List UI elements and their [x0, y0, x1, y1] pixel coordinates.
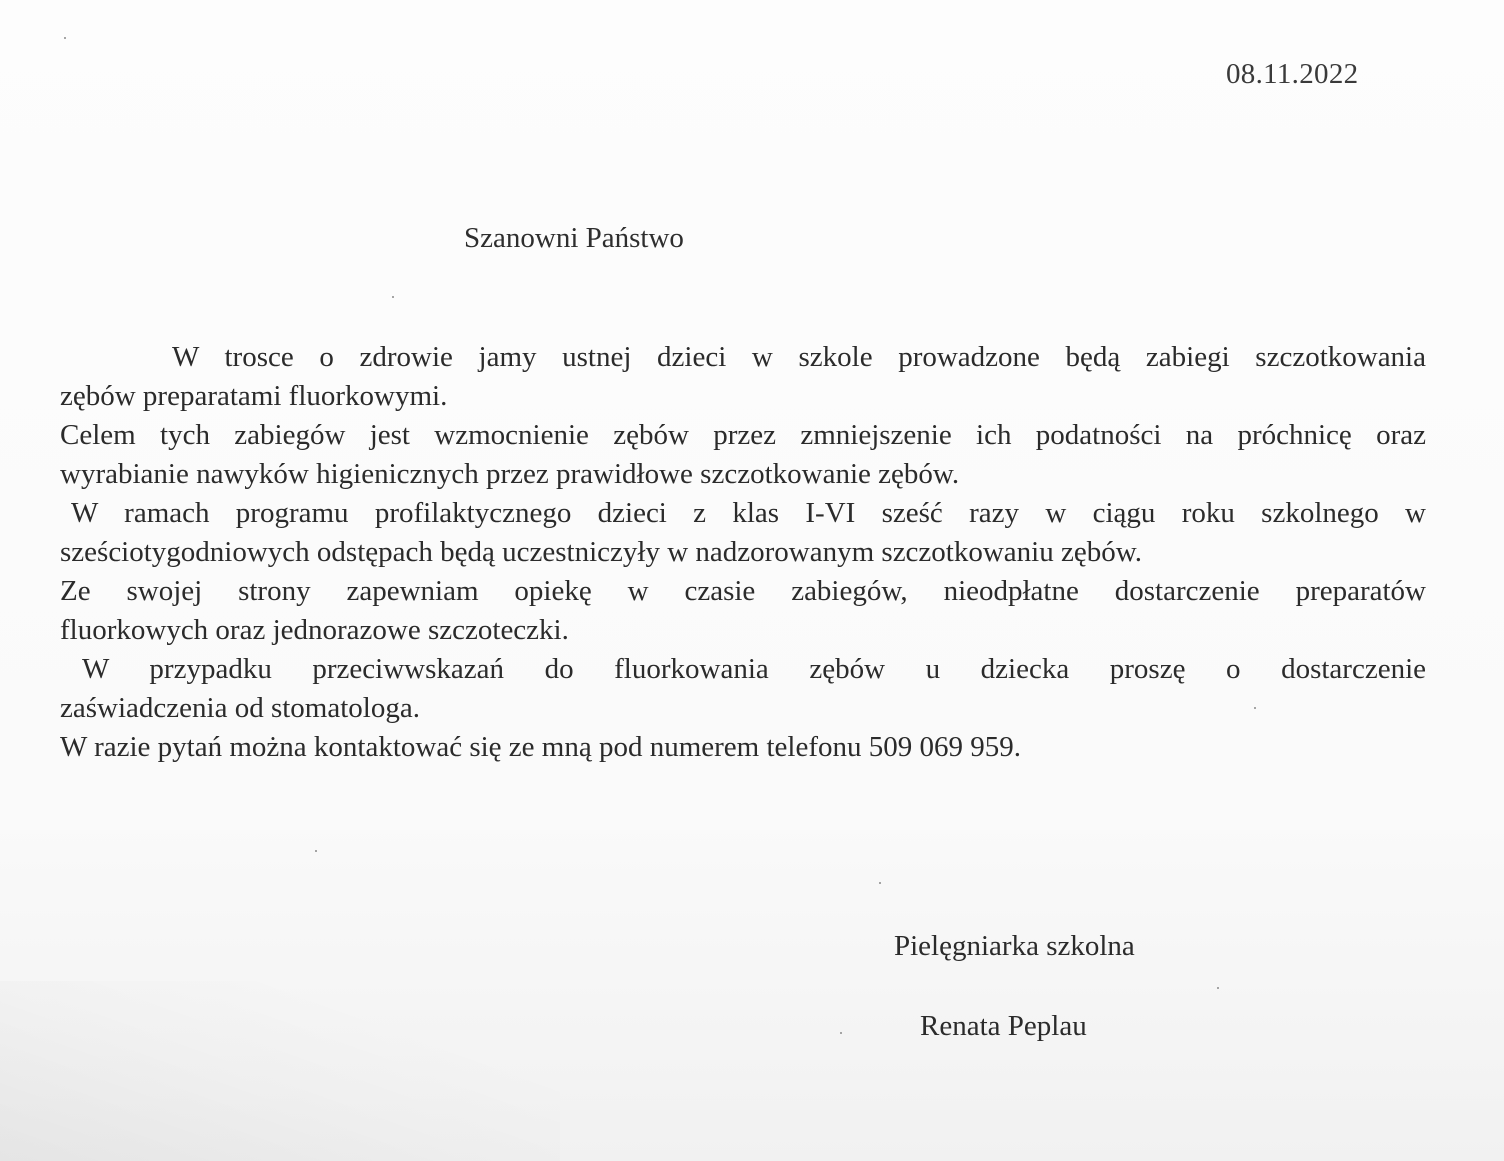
body-line: sześciotygodniowych odstępach będą uczestniczyły w nadzorowanym szczotkowaniu zębów.: [60, 536, 1143, 568]
body-line: Celem tych zabiegów jest wzmocnienie zębów przez zmniejszenie ich podatności na próchnicę oraz: [60, 419, 1426, 451]
body-line: wyrabianie nawyków higienicznych przez prawidłowe szczotkowanie zębów.: [60, 458, 960, 490]
body-line: fluorkowych oraz jednorazowe szczoteczki.: [60, 614, 569, 646]
letter-greeting: Szanowni Państwo: [464, 222, 684, 254]
paper-speck: [64, 37, 66, 39]
signature-role: Pielęgniarka szkolna: [894, 930, 1135, 962]
body-line: W trosce o zdrowie jamy ustnej dzieci w szkole prowadzone będą zabiegi szczotkowania: [172, 341, 1426, 373]
body-line: W ramach programu profilaktycznego dzieci z klas I-VI sześć razy w ciągu roku szkolnego w: [71, 497, 1426, 529]
paper-speck: [315, 850, 317, 852]
body-line: Ze swojej strony zapewniam opiekę w czasie zabiegów, nieodpłatne dostarczenie preparatów: [60, 575, 1426, 607]
paper-speck: [879, 882, 881, 884]
letter-body: [60, 338, 1426, 767]
signature-name: Renata Peplau: [920, 1010, 1087, 1042]
body-line: W razie pytań można kontaktować się ze mną pod numerem telefonu 509 069 959.: [60, 731, 1021, 763]
letter-date: 08.11.2022: [1226, 58, 1359, 90]
body-line: W przypadku przeciwwskazań do fluorkowania zębów u dziecka proszę o dostarczenie: [82, 653, 1426, 685]
paper-speck: [1217, 987, 1219, 989]
body-line: zębów preparatami fluorkowymi.: [60, 380, 448, 412]
paper-shadow: [0, 981, 560, 1161]
body-line: zaświadczenia od stomatologa.: [60, 692, 420, 724]
paper-speck: [840, 1032, 842, 1034]
paper-speck: [392, 296, 394, 298]
paper-speck: [1254, 707, 1256, 709]
